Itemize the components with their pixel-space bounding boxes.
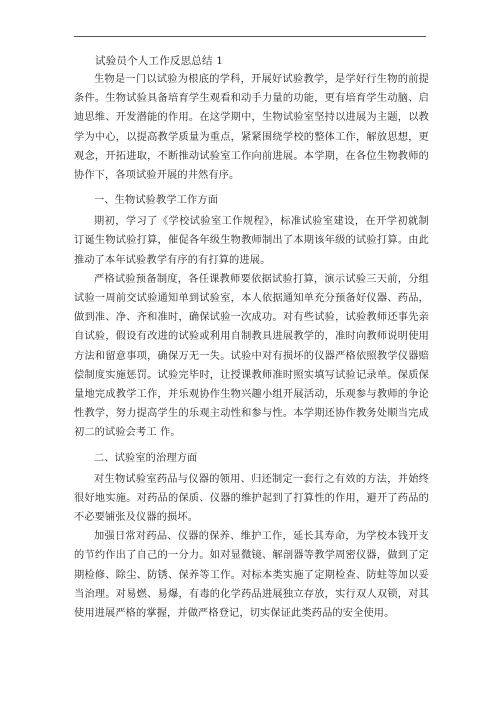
header-rule bbox=[74, 36, 426, 37]
section2-paragraph-2: 加强日常对药品、仪器的保养、维护工作，延长其寿命，为学校本钱开支的节约作出了自己的一分力。如对显微镜、解剖器等教学周密仪器，做到了定期检修、除尘、防锈、保养等工作。对标本类实施了定期检查、防蛀等加以妥当治理。对易燃、易爆，有毒的化学药品进展独立存放，实行双人双锁，对其使用进展严格的掌握，并做严格登记，切实保证此类药品的安全使用。 bbox=[74, 531, 429, 620]
section1-paragraph-1: 期初，学习了《学校试验室工作规程》，标准试验室建设，在开学初就制订诞生物试验打算，催促各年级生物教师制出了本期该年级的试验打算。由此推动了本年试验教学有序的有打算的进展。 bbox=[74, 216, 429, 266]
intro-paragraph: 生物是一门以试验为根底的学科，开展好试验教学，是学好行生物的前提条件。生物试验具备培育学生观看和动手力量的功能，更有培育学生动脑、启迪思维、开发潜能的作用。在这学期中，生物试验室坚持以进展为主题，以教学为中心，以提高教学质量为重点，紧紧围绕学校的整体工作，解放思想，更观念，开拓进取，不断推动试验室工作向前进展。本学期，在各位生物教师的协作下，各项试验开展的井然有序。 bbox=[74, 74, 429, 182]
section-heading-teaching: 一、生物试验教学工作方面 bbox=[94, 195, 219, 207]
document-title: 试验员个人工作反思总结 1 bbox=[95, 55, 224, 67]
section-heading-management: 二、试验室的治理方面 bbox=[94, 452, 198, 464]
section2-paragraph-1: 对生物试验室药品与仪器的领用、归还制定一套行之有效的方法，并始终很好地实施。对药品的保质、仪器的维护起到了打算性的作用，避开了药品的不必要铺张及仪器的损坏。 bbox=[74, 473, 429, 524]
section1-paragraph-2: 严格试验预备制度，各任课教师要依据试验打算，演示试验三天前，分组试验一周前交试验通知单到试验室，本人依据通知单充分预备好仪器、药品，做到准、净、齐和准时，确保试验一次成功。对有些试验，试验教师还事先亲自试验，假设有改进的试验或利用自制教具进展教学的，准时向教师说明使用方法和留意事项，确保万无一失。试验中对有损坏的仪器严格依照教学仪器赔偿制度实施惩罚。试验完毕时，让授课教师准时照实填写试验记录单。保质保量地完成教学工作，并乐观协作生物兴趣小组开展活动，乐观参与教师的争论性教学，努力提高学生的乐观主动性和参与性。本学期还协作教务处顺当完成初二的试验会考工 作。 bbox=[74, 273, 429, 439]
document-body bbox=[74, 52, 429, 623]
